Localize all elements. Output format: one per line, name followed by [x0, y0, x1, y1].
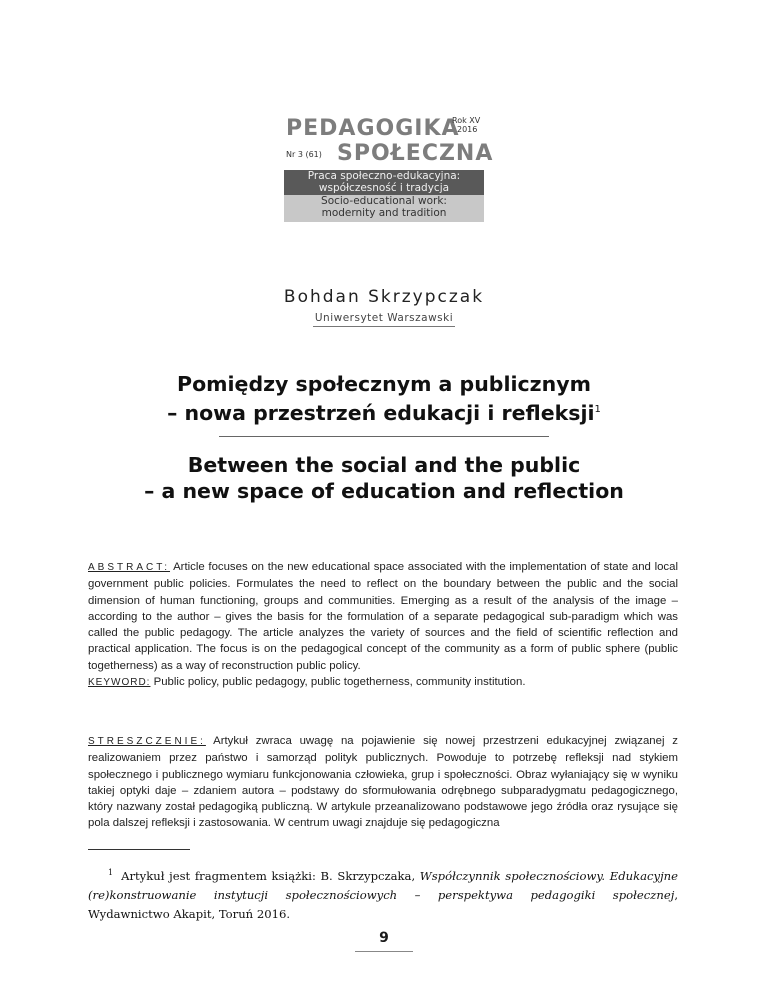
journal-title-line2: SPOŁECZNA	[337, 141, 494, 166]
footnote	[88, 863, 678, 924]
author-name: Bohdan Skrzypczak	[283, 287, 485, 307]
footnote-ref[interactable]: 1	[594, 404, 601, 415]
page-number-rule	[355, 951, 413, 952]
abstract-text: Article focuses on the new educational space associated with the implementation of state and local government public policies. Formulates the need to reflect on the boundary between the public and the social dimension of human functioning, groups and communities. Emerging as a result of the analysis of the image – according to the author – gives the basis for the formulation of a separate pedagogical sub-paradigm which was called the public pedagogy. The article analyzes the variety of sources and the field of scientific reflection and practical application. The focus is on the pedagogical concept of the community as a form of public sphere (public togetherness) as a way of reconstruction public policy.	[88, 561, 678, 672]
title-divider	[219, 436, 549, 437]
title-en-line2: – a new space of education and reflection	[144, 479, 624, 503]
keywords-label: KEYWORD:	[88, 677, 151, 688]
keywords-text: Public policy, public pedagogy, public togetherness, community institution.	[153, 676, 526, 688]
journal-theme-en-line2: modernity and tradition	[321, 207, 447, 219]
streszczenie-text: Artykuł zwraca uwagę na pojawienie się nowej przestrzeni edukacyjnej związanej z realizowaniem przez państwo i samorząd polityk publicznych. Powoduje to potrzebę refleksji nad stykiem społecznego i publicznego wymiaru funkcjonowania człowieka, grup i społeczności. Obraz wyłaniający się w wyniku takiej optyki daje – zdaniem autora – podstawy do sformułowania odrębnego subparadygmatu pedagogicznego, który nazwany został pedagogiką publiczną. W artykule przeanalizowano podstawowe jego źródła oraz rysujące się pola dalszej refleksji i zastosowania. W centrum uwagi znajduje się pedagogiczna	[88, 735, 678, 830]
journal-theme-pl-line1: Praca społeczno-edukacyjna:	[307, 170, 461, 182]
article-title-en	[0, 452, 768, 504]
journal-year: 2016	[457, 125, 478, 134]
journal-issue: Nr 3 (61)	[286, 150, 322, 159]
streszczenie-label: STRESZCZENIE:	[88, 736, 206, 747]
footnote-text-b: , Wydawnictwo Akapit, Toruń 2016.	[88, 887, 678, 921]
journal-theme-pl	[284, 170, 484, 195]
abstract-label: ABSTRACT:	[88, 562, 171, 573]
journal-year-label: Rok XV	[452, 116, 481, 125]
streszczenie	[88, 733, 678, 832]
footnote-text-a: Artykuł jest fragmentem książki: B. Skrzypczaka,	[121, 868, 420, 883]
journal-theme-en-line1: Socio-educational work:	[321, 195, 447, 207]
page-number: 9	[379, 930, 389, 946]
keywords	[88, 674, 678, 691]
title-pl-line1: Pomiędzy społecznym a publicznym	[177, 372, 591, 396]
journal-title-line1: PEDAGOGIKA	[286, 116, 460, 141]
journal-theme-pl-line2: współczesność i tradycja	[318, 182, 450, 194]
author-affiliation	[0, 312, 768, 327]
footnote-divider	[88, 849, 190, 850]
article-title-pl	[0, 371, 768, 426]
footnote-mark: 1	[108, 868, 114, 877]
affiliation-text: Uniwersytet Warszawski	[313, 312, 455, 327]
abstract	[88, 559, 678, 674]
title-pl-line2: – nowa przestrzeń edukacji i refleksji$^1$	[167, 400, 601, 425]
footnote-book-title: Współczynnik społecznościowy. Edukacyjne (re)konstruowanie instytucji społecznościowych – perspektywa pedagogiki społecznej	[88, 868, 678, 902]
journal-theme-en	[284, 195, 484, 222]
title-en-line1: Between the social and the public	[187, 453, 581, 477]
